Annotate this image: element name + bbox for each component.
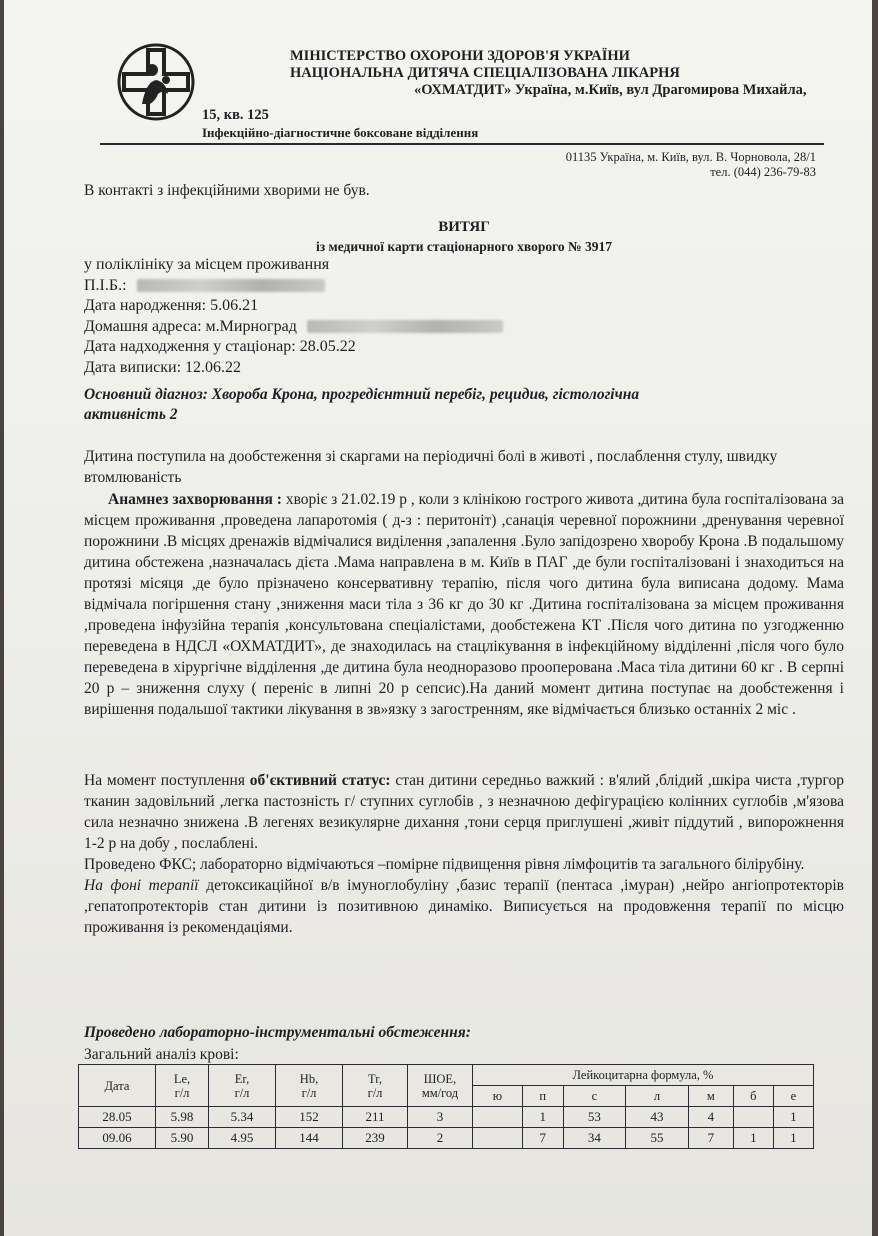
therapy-label: На фоні терапії xyxy=(84,877,199,894)
col-le: Le, г/л xyxy=(156,1065,209,1107)
therapy-paragraph xyxy=(84,875,844,938)
cell-formula: 53 xyxy=(563,1107,626,1128)
cell-formula: 43 xyxy=(626,1107,689,1128)
cell-date: 09.06 xyxy=(79,1128,156,1149)
address-block xyxy=(566,150,816,180)
table-header-row xyxy=(79,1065,814,1086)
cell-esr: 2 xyxy=(408,1128,473,1149)
cell-formula: 7 xyxy=(522,1128,563,1149)
cell-formula xyxy=(473,1107,523,1128)
anamnesis-text: хворіє з 21.02.19 р , коли з клінікою гострого живота ,дитина була госпіталізована за місцем проживання ,проведена лапаротомія ( д-з : перитоніт) ,санація черевної порожнини ,дренування черевної порожнини .В місцях дренажів відмічалися виділення ,запалення .Було запідозрено хворобу Крона .В подальшому дитина обстежена ,назначалась дієта .Мама направлена в м. Київ в ПАГ ,де були госпіталізовані і знаходиться на протязі місяця ,де було прізначено консервативну терапію, після чого дитина була виписана додому. Мама відмічала погіршення стану ,зниження маси тіла з 36 кг до 30 кг .Дитина госпіталізована за місцем проживання ,проведена інфузійна терапія ,консультована спеціалістами, дообстежена КТ .Після чого дитина по узгодженню переведена в НДСЛ «ОХМАТДИТ», де знаходилась на стацлікування в інфекційному відділенні ,після чого було переведена в хірургічне відділення ,де дитина була неодноразово прооперована .Маса тіла дитини 60 кг . В серпні 20 р – зниження слуху ( переніс в липні 20 р сепсис).На даний момент дитина поступає на дообстеження і вирішення подальшої тактики лікування в зв»язку з загостренням, яке відмічається близько останніх 2 міс . xyxy=(84,491,844,718)
col-sub: б xyxy=(733,1086,773,1107)
anamnesis-label: Анамнез захворювання : xyxy=(108,491,282,508)
cell-tr: 239 xyxy=(343,1128,408,1149)
header-divider xyxy=(100,143,824,145)
cell-formula xyxy=(473,1128,523,1149)
redacted-address xyxy=(307,320,503,333)
cell-er: 4.95 xyxy=(209,1128,276,1149)
col-tr: Tr, г/л xyxy=(343,1065,408,1107)
cell-formula xyxy=(733,1107,773,1128)
cell-hb: 152 xyxy=(276,1107,343,1128)
blood-test-table xyxy=(78,1064,814,1149)
cell-hb: 144 xyxy=(276,1128,343,1149)
patient-name-label: П.І.Б.: xyxy=(84,276,127,294)
redacted-name xyxy=(137,279,325,292)
status-intro: На момент поступлення xyxy=(84,772,250,789)
objective-status xyxy=(84,770,844,938)
table-row xyxy=(79,1128,814,1149)
lab-title: Проведено лабораторно-інструментальні обстеження: xyxy=(84,1024,471,1041)
cell-formula: 4 xyxy=(688,1107,733,1128)
col-hb: Hb, г/л xyxy=(276,1065,343,1107)
col-date: Дата xyxy=(79,1065,156,1107)
col-sub: с xyxy=(563,1086,626,1107)
cell-formula: 34 xyxy=(563,1128,626,1149)
col-esr: ШОЕ, мм/год xyxy=(408,1065,473,1107)
table-row xyxy=(79,1107,814,1128)
department-name: Інфекційно-діагностичне боксоване відділення xyxy=(202,125,479,140)
cell-le: 5.98 xyxy=(156,1107,209,1128)
anamnesis xyxy=(84,489,844,720)
document-page xyxy=(4,0,872,1236)
title-main: ВИТЯГ xyxy=(438,219,490,235)
cell-esr: 3 xyxy=(408,1107,473,1128)
cell-formula: 1 xyxy=(773,1107,813,1128)
ministry-name: МІНІСТЕРСТВО ОХОРОНИ ЗДОРОВ'Я УКРАЇНИ xyxy=(290,48,630,64)
status-label: об'єктивний статус: xyxy=(249,772,391,789)
complaints: Дитина поступила на дообстеження зі скаргами на періодичні болі в животі , послаблення стулу, швидку втомлюваність xyxy=(84,448,778,486)
cell-er: 5.34 xyxy=(209,1107,276,1128)
cell-date: 28.05 xyxy=(79,1107,156,1128)
col-er: Er, г/л xyxy=(209,1065,276,1107)
contact-note: В контакті з інфекційними хворими не був. xyxy=(84,182,370,199)
hospital-logo-icon xyxy=(116,42,196,122)
hospital-name: НАЦІОНАЛЬНА ДИТЯЧА СПЕЦІАЛІЗОВАНА ЛІКАРНЯ xyxy=(290,65,680,81)
col-sub: л xyxy=(626,1086,689,1107)
main-diagnosis: Основний діагноз: Хвороба Крона, прогредієнтний перебіг, рецидив, гістологічна активність 2 xyxy=(84,386,640,423)
cell-tr: 211 xyxy=(343,1107,408,1128)
col-sub: е xyxy=(773,1086,813,1107)
admission-date: Дата надходження у стаціонар: 28.05.22 xyxy=(84,338,356,355)
title-subtitle: із медичної карти стаціонарного хворого № 3917 xyxy=(316,239,612,254)
patient-info xyxy=(84,255,844,378)
cell-formula: 1 xyxy=(522,1107,563,1128)
status-text: стан дитини середньо важкий : в'ялий ,блідий ,шкіра чиста ,тургор тканин задовільний ,легка пастозність г/ ступних суглобів , з незначною дефігурацією колінних суглобів ,м'язова сила незначно знижена .В легенях везикулярне дихання ,тони серця приглушені ,живіт піддутий , випорожнення 1-2 р на добу , послаблені. xyxy=(84,772,844,852)
cell-formula: 55 xyxy=(626,1128,689,1149)
cell-le: 5.90 xyxy=(156,1128,209,1149)
birth-date: Дата народження: 5.06.21 xyxy=(84,297,259,314)
home-address: Домашня адреса: м.Мирноград xyxy=(84,317,297,335)
discharge-date: Дата виписки: 12.06.22 xyxy=(84,358,242,376)
cell-formula: 1 xyxy=(733,1128,773,1149)
col-sub: п xyxy=(522,1086,563,1107)
address-line: 01135 Україна, м. Київ, вул. В. Чорновола, 28/1 xyxy=(565,150,816,164)
status-paragraph xyxy=(84,770,844,854)
document-title xyxy=(84,218,844,256)
therapy-text: детоксикаційної в/в імуноглобуліну ,базис терапії (пентаса ,імуран) ,нейро ангіопротекторів ,гепатопротекторів стан дитини із позитивною динаміко. Виписується на продовження терапії по місцю проживання із рекомендаціями. xyxy=(84,877,844,936)
home-address-row xyxy=(84,317,844,338)
hospital-building: 15, кв. 125 xyxy=(202,107,269,123)
fks-paragraph: Проведено ФКС; лабораторно відмічаються –помірне підвищення рівня лімфоцитів та загального білірубіну. xyxy=(84,856,805,873)
col-formula: Лейкоцитарна формула, % xyxy=(473,1065,814,1086)
letterhead xyxy=(202,48,822,141)
hospital-address: «ОХМАТДИТ» Україна, м.Київ, вул Драгомирова Михайла, xyxy=(414,82,807,98)
col-sub: м xyxy=(688,1086,733,1107)
patient-name-row xyxy=(84,276,844,297)
lab-subtitle: Загальний аналіз крові: xyxy=(84,1046,239,1063)
cell-formula: 7 xyxy=(688,1128,733,1149)
destination: у поліклініку за місцем проживання xyxy=(84,256,330,273)
phone-line: тел. (044) 236-79-83 xyxy=(710,165,816,179)
cell-formula: 1 xyxy=(773,1128,813,1149)
col-sub: ю xyxy=(473,1086,523,1107)
